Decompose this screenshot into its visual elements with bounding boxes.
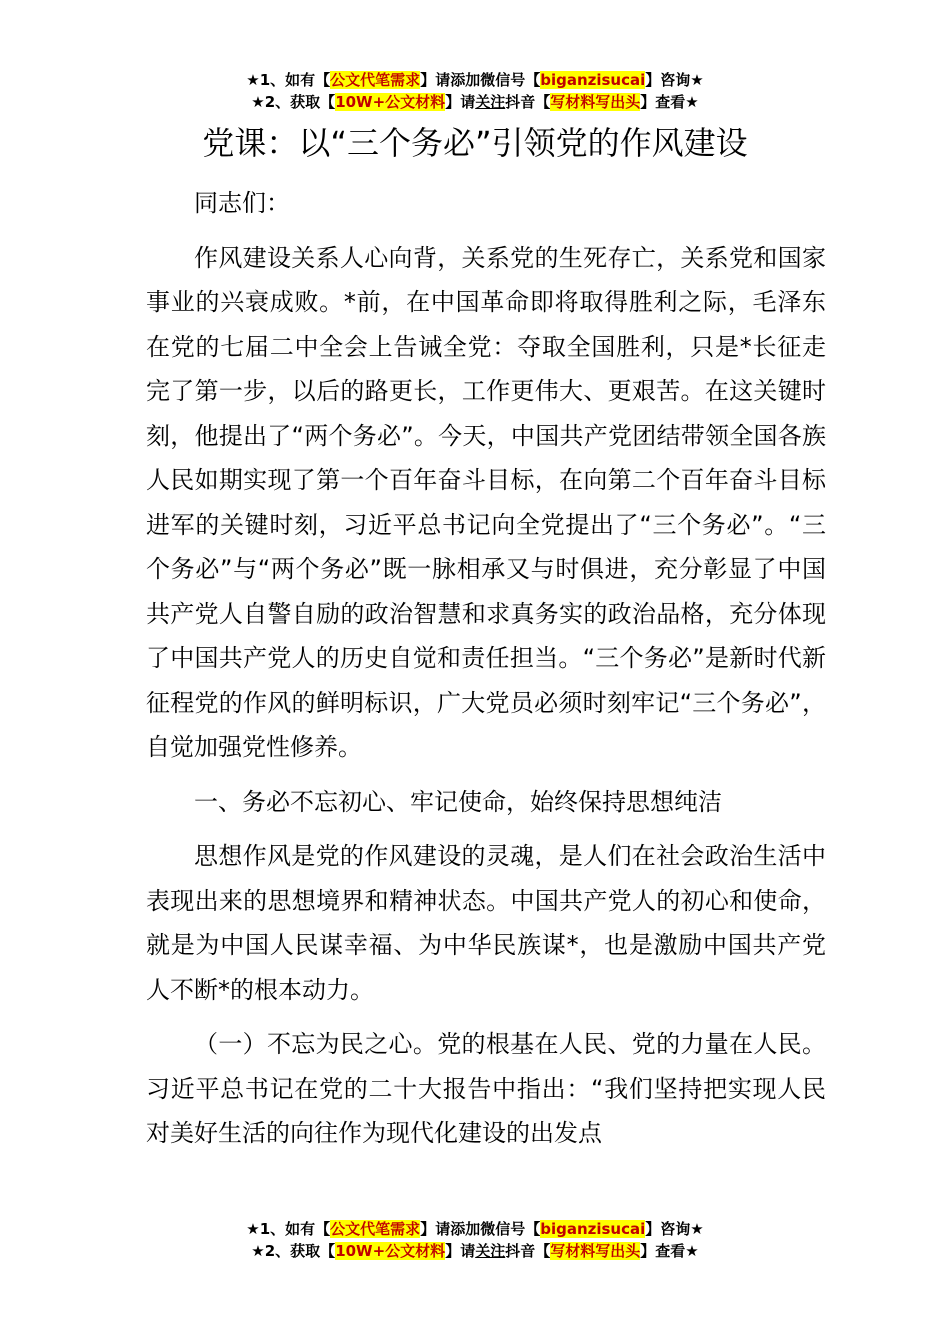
promo-highlight: 10W+公文材料 <box>335 93 446 111</box>
douyin-account-highlight: 写材料写出头 <box>550 1242 641 1260</box>
promo-text: 】咨询★ <box>645 71 704 89</box>
section-heading: 一、务必不忘初心、牢记使命，始终保持思想纯洁 <box>194 787 722 816</box>
promo-text: ★2、获取【 <box>251 93 336 111</box>
promo-highlight: 公文代笔需求 <box>330 71 421 89</box>
promo-text: ★1、如有【 <box>246 1220 331 1238</box>
paragraph: （一）不忘为民之心。党的根基在人民、党的力量在人民。习近平总书记在党的二十大报告中指出：“我们坚持把实现人民对美好生活的向往作为现代化建设的出发点 <box>146 1030 826 1147</box>
promo-underlined: 关注 <box>475 1242 506 1260</box>
promo-underlined: 关注 <box>475 93 506 111</box>
paragraph-intro: 作风建设关系人心向背，关系党的生死存亡，关系党和国家事业的兴衰成败。*前，在中国革命即将取得胜利之际，毛泽东在党的七届二中全会上告诫全党：夺取全国胜利，只是*长征走完了第一步，以后的路更长，工作更伟大、更艰苦。在这关键时刻，他提出了“两个务必”。今天，中国共产党团结带领全国各族人民如期实现了第一个百年奋斗目标，在向第二个百年奋斗目标进军的关键时刻，习近平总书记向全党提出了“三个务必”。“三个务必”与“两个务必”既一脉相承又与时俱进，充分彰显了中国共产党人自警自励的政治智慧和求真务实的政治品格，充分体现了中国共产党人的历史自觉和责任担当。“三个务必”是新时代新征程党的作风的鲜明标识，广大党员必须时刻牢记“三个务必”，自觉加强党性修养。 <box>146 243 826 761</box>
douyin-account-highlight: 写材料写出头 <box>550 93 641 111</box>
wechat-id-highlight: biganzisucai <box>540 1220 646 1238</box>
promo-highlight: 10W+公文材料 <box>335 1242 446 1260</box>
promo-text: ★2、获取【 <box>251 1242 336 1260</box>
paragraph: 思想作风是党的作风建设的灵魂，是人们在社会政治生活中表现出来的思想境界和精神状态。中国共产党人的初心和使命，就是为中国人民谋幸福、为中华民族谋*，也是激励中国共产党人不断*的根本动力。 <box>146 842 826 1004</box>
promo-banner-bottom <box>0 1218 950 1262</box>
promo-text: 】请 <box>445 93 476 111</box>
promo-line-2 <box>0 1240 950 1262</box>
promo-text: 】查看★ <box>640 1242 699 1260</box>
promo-line-1 <box>0 1218 950 1240</box>
promo-line-2 <box>0 91 950 113</box>
promo-text: 】咨询★ <box>645 1220 704 1238</box>
greeting: 同志们： <box>194 189 290 217</box>
wechat-id-highlight: biganzisucai <box>540 71 646 89</box>
promo-banner-top <box>0 69 950 113</box>
document-title: 党课：以“三个务必”引领党的作风建设 <box>202 124 748 162</box>
document-body <box>146 181 826 1156</box>
promo-text: 抖音【 <box>505 1242 551 1260</box>
promo-text: 】请 <box>445 1242 476 1260</box>
promo-text: 】查看★ <box>640 93 699 111</box>
promo-text: 抖音【 <box>505 93 551 111</box>
promo-text: 】请添加微信号【 <box>420 1220 541 1238</box>
promo-highlight: 公文代笔需求 <box>330 1220 421 1238</box>
promo-line-1 <box>0 69 950 91</box>
promo-text: ★1、如有【 <box>246 71 331 89</box>
promo-text: 】请添加微信号【 <box>420 71 541 89</box>
